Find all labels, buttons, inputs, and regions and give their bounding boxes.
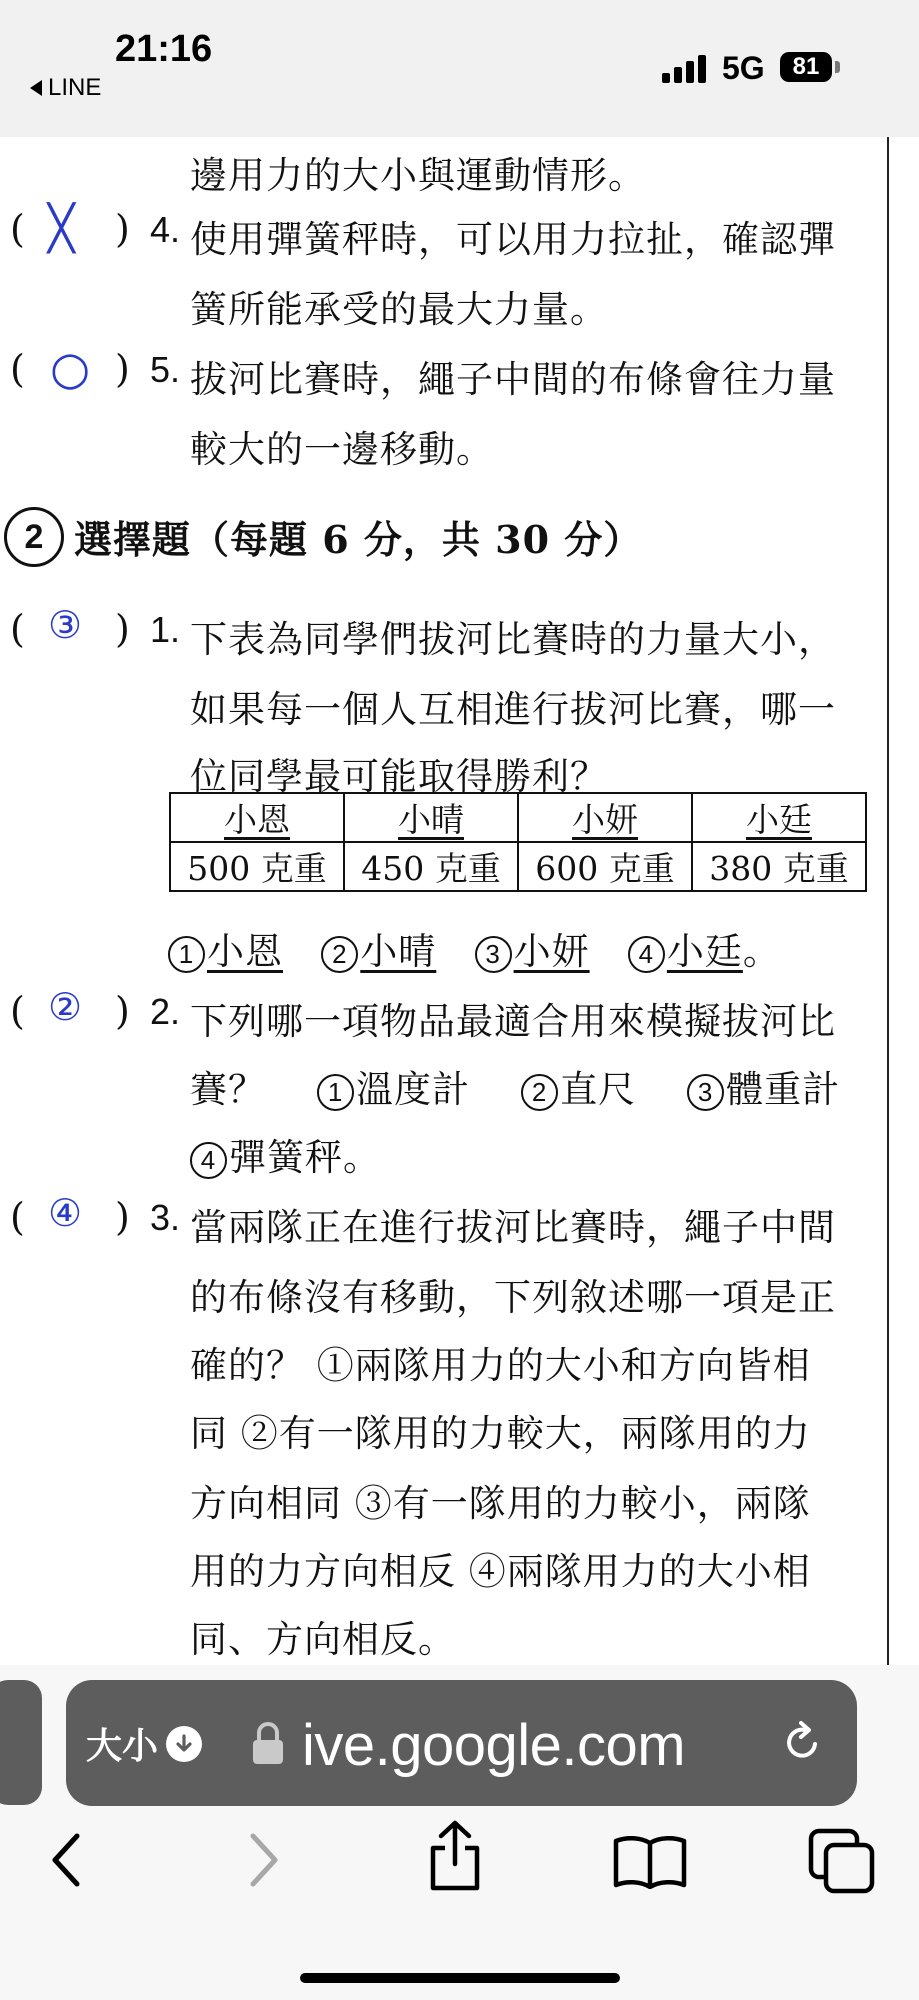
option-label: 小廷: [666, 930, 743, 973]
document-page: [0, 137, 919, 1665]
question-text-line: 下列哪一項物品最適合用來模擬拔河比: [190, 1000, 836, 1043]
table-cell: 380 克重: [692, 842, 866, 891]
question-text-line: 用的力方向相反 ④兩隊用力的大小相: [190, 1550, 811, 1593]
item-text-line: 簧所能承受的最大力量。: [190, 288, 608, 331]
item-number: 5.: [150, 349, 181, 390]
name-label: 小廷: [746, 800, 812, 839]
force-table: [169, 792, 867, 892]
status-bar: [0, 0, 919, 137]
battery-level: 81: [792, 53, 820, 80]
table-header-cell: [692, 793, 866, 842]
page-size-button[interactable]: [86, 1718, 202, 1769]
options-end: 。: [343, 1136, 381, 1179]
option-label: 體重計: [726, 1068, 841, 1111]
answer-circle-mark: ○: [50, 341, 91, 395]
q1-options: [168, 921, 781, 975]
option-label: 小晴: [360, 930, 437, 973]
question-text-line: 下表為同學們拔河比賽時的力量大小，: [190, 618, 836, 661]
name-label: 小晴: [398, 800, 464, 839]
option-number-circle: 4: [628, 936, 665, 973]
options-end: 。: [742, 930, 781, 973]
answer-paren-right: ): [115, 347, 130, 391]
answer-paren-left: (: [10, 989, 25, 1033]
answer-paren-right: ): [115, 207, 130, 251]
reload-icon[interactable]: [781, 1718, 825, 1766]
option-number-circle: 1: [168, 936, 205, 973]
previous-item-continuation: 邊用力的大小與運動情形。: [190, 154, 646, 197]
question-text-end: 賽？: [190, 1068, 266, 1111]
answer-paren-right: ): [115, 1195, 130, 1239]
handwritten-answer: ②: [48, 985, 83, 1029]
handwritten-answer: ④: [48, 1191, 83, 1235]
option-label: 直尺: [560, 1068, 637, 1111]
browser-toolbar: [0, 1665, 919, 2000]
option-number-circle: 2: [521, 1074, 558, 1111]
table-cell: 500 克重: [170, 842, 344, 891]
battery-cap: [835, 61, 840, 73]
option-label: 溫度計: [356, 1068, 471, 1111]
table-cell: 450 克重: [344, 842, 518, 891]
option-number-circle: 4: [190, 1142, 227, 1179]
bookmarks-icon[interactable]: [612, 1833, 688, 1889]
forward-chevron-icon[interactable]: [245, 1830, 285, 1890]
question-text-line: 同 ②有一隊用的力較大，兩隊用的力: [190, 1412, 811, 1455]
option-label: 彈簧秤: [229, 1136, 343, 1179]
lock-icon: [251, 1720, 285, 1766]
question-text-line: 確的？ ①兩隊用力的大小和方向皆相: [190, 1344, 811, 1387]
answer-cross-mark: ╳: [48, 203, 75, 254]
name-label: 小妍: [572, 800, 638, 839]
question-text-line: 的布條沒有移動，下列敘述哪一項是正: [190, 1276, 836, 1319]
table-cell: 600 克重: [518, 842, 692, 891]
table-header-row: [170, 793, 866, 842]
url-text[interactable]: ive.google.com: [302, 1713, 686, 1778]
section-number-badge: 2: [4, 507, 64, 567]
question-text-line: [190, 1059, 840, 1113]
question-number: 1.: [150, 609, 181, 650]
battery-icon: [780, 52, 832, 82]
option-label: 小妍: [513, 930, 590, 973]
address-bar[interactable]: [66, 1680, 857, 1806]
name-label: 小恩: [224, 800, 290, 839]
table-header-cell: [344, 793, 518, 842]
previous-tab-peek[interactable]: [0, 1680, 42, 1805]
option-number-circle: 1: [317, 1074, 354, 1111]
option-number-circle: 2: [321, 936, 358, 973]
answer-paren-left: (: [10, 607, 25, 651]
option-label: 小恩: [207, 930, 283, 973]
question-text-line: 如果每一個人互相進行拔河比賽，哪一: [190, 688, 836, 731]
back-to-app-link[interactable]: [30, 74, 101, 102]
clock: 21:16: [115, 28, 213, 70]
question-text-line: 位同學最可能取得勝利？: [190, 755, 608, 798]
item-text-line: 較大的一邊移動。: [190, 428, 494, 471]
answer-paren-left: (: [10, 347, 25, 391]
option-number-circle: 3: [687, 1074, 724, 1111]
question-text-line: [190, 1127, 381, 1181]
home-indicator: [300, 1973, 620, 1983]
download-icon: [166, 1726, 202, 1762]
question-number: 3.: [150, 1197, 181, 1238]
section-title: 選擇題（每題 6 分，共 30 分）: [74, 517, 643, 562]
cellular-signal-icon: [662, 55, 708, 83]
back-triangle-icon: [30, 80, 42, 96]
answer-paren-right: ): [115, 989, 130, 1033]
table-row: [170, 842, 866, 891]
page-border-line: [887, 137, 889, 1665]
question-text-line: 同、方向相反。: [190, 1618, 456, 1661]
item-number: 4.: [150, 209, 181, 250]
question-text-line: 當兩隊正在進行拔河比賽時，繩子中間: [190, 1206, 836, 1249]
network-type: 5G: [722, 50, 765, 86]
answer-paren-right: ): [115, 607, 130, 651]
answer-paren-left: (: [10, 207, 25, 251]
answer-paren-left: (: [10, 1195, 25, 1239]
handwritten-answer: ③: [48, 603, 83, 647]
back-chevron-icon[interactable]: [45, 1830, 85, 1890]
share-icon[interactable]: [425, 1820, 485, 1892]
item-text-line: 使用彈簧秤時，可以用力拉扯，確認彈: [190, 218, 836, 261]
option-number-circle: 3: [475, 936, 512, 973]
back-app-label: LINE: [48, 74, 102, 101]
question-text-line: 方向相同 ③有一隊用的力較小，兩隊: [190, 1482, 811, 1525]
table-header-cell: [518, 793, 692, 842]
tabs-icon[interactable]: [808, 1828, 876, 1894]
question-number: 2.: [150, 991, 181, 1032]
page-size-label: 大小: [86, 1725, 159, 1766]
item-text-line: 拔河比賽時，繩子中間的布條會往力量: [190, 358, 836, 401]
table-header-cell: [170, 793, 344, 842]
